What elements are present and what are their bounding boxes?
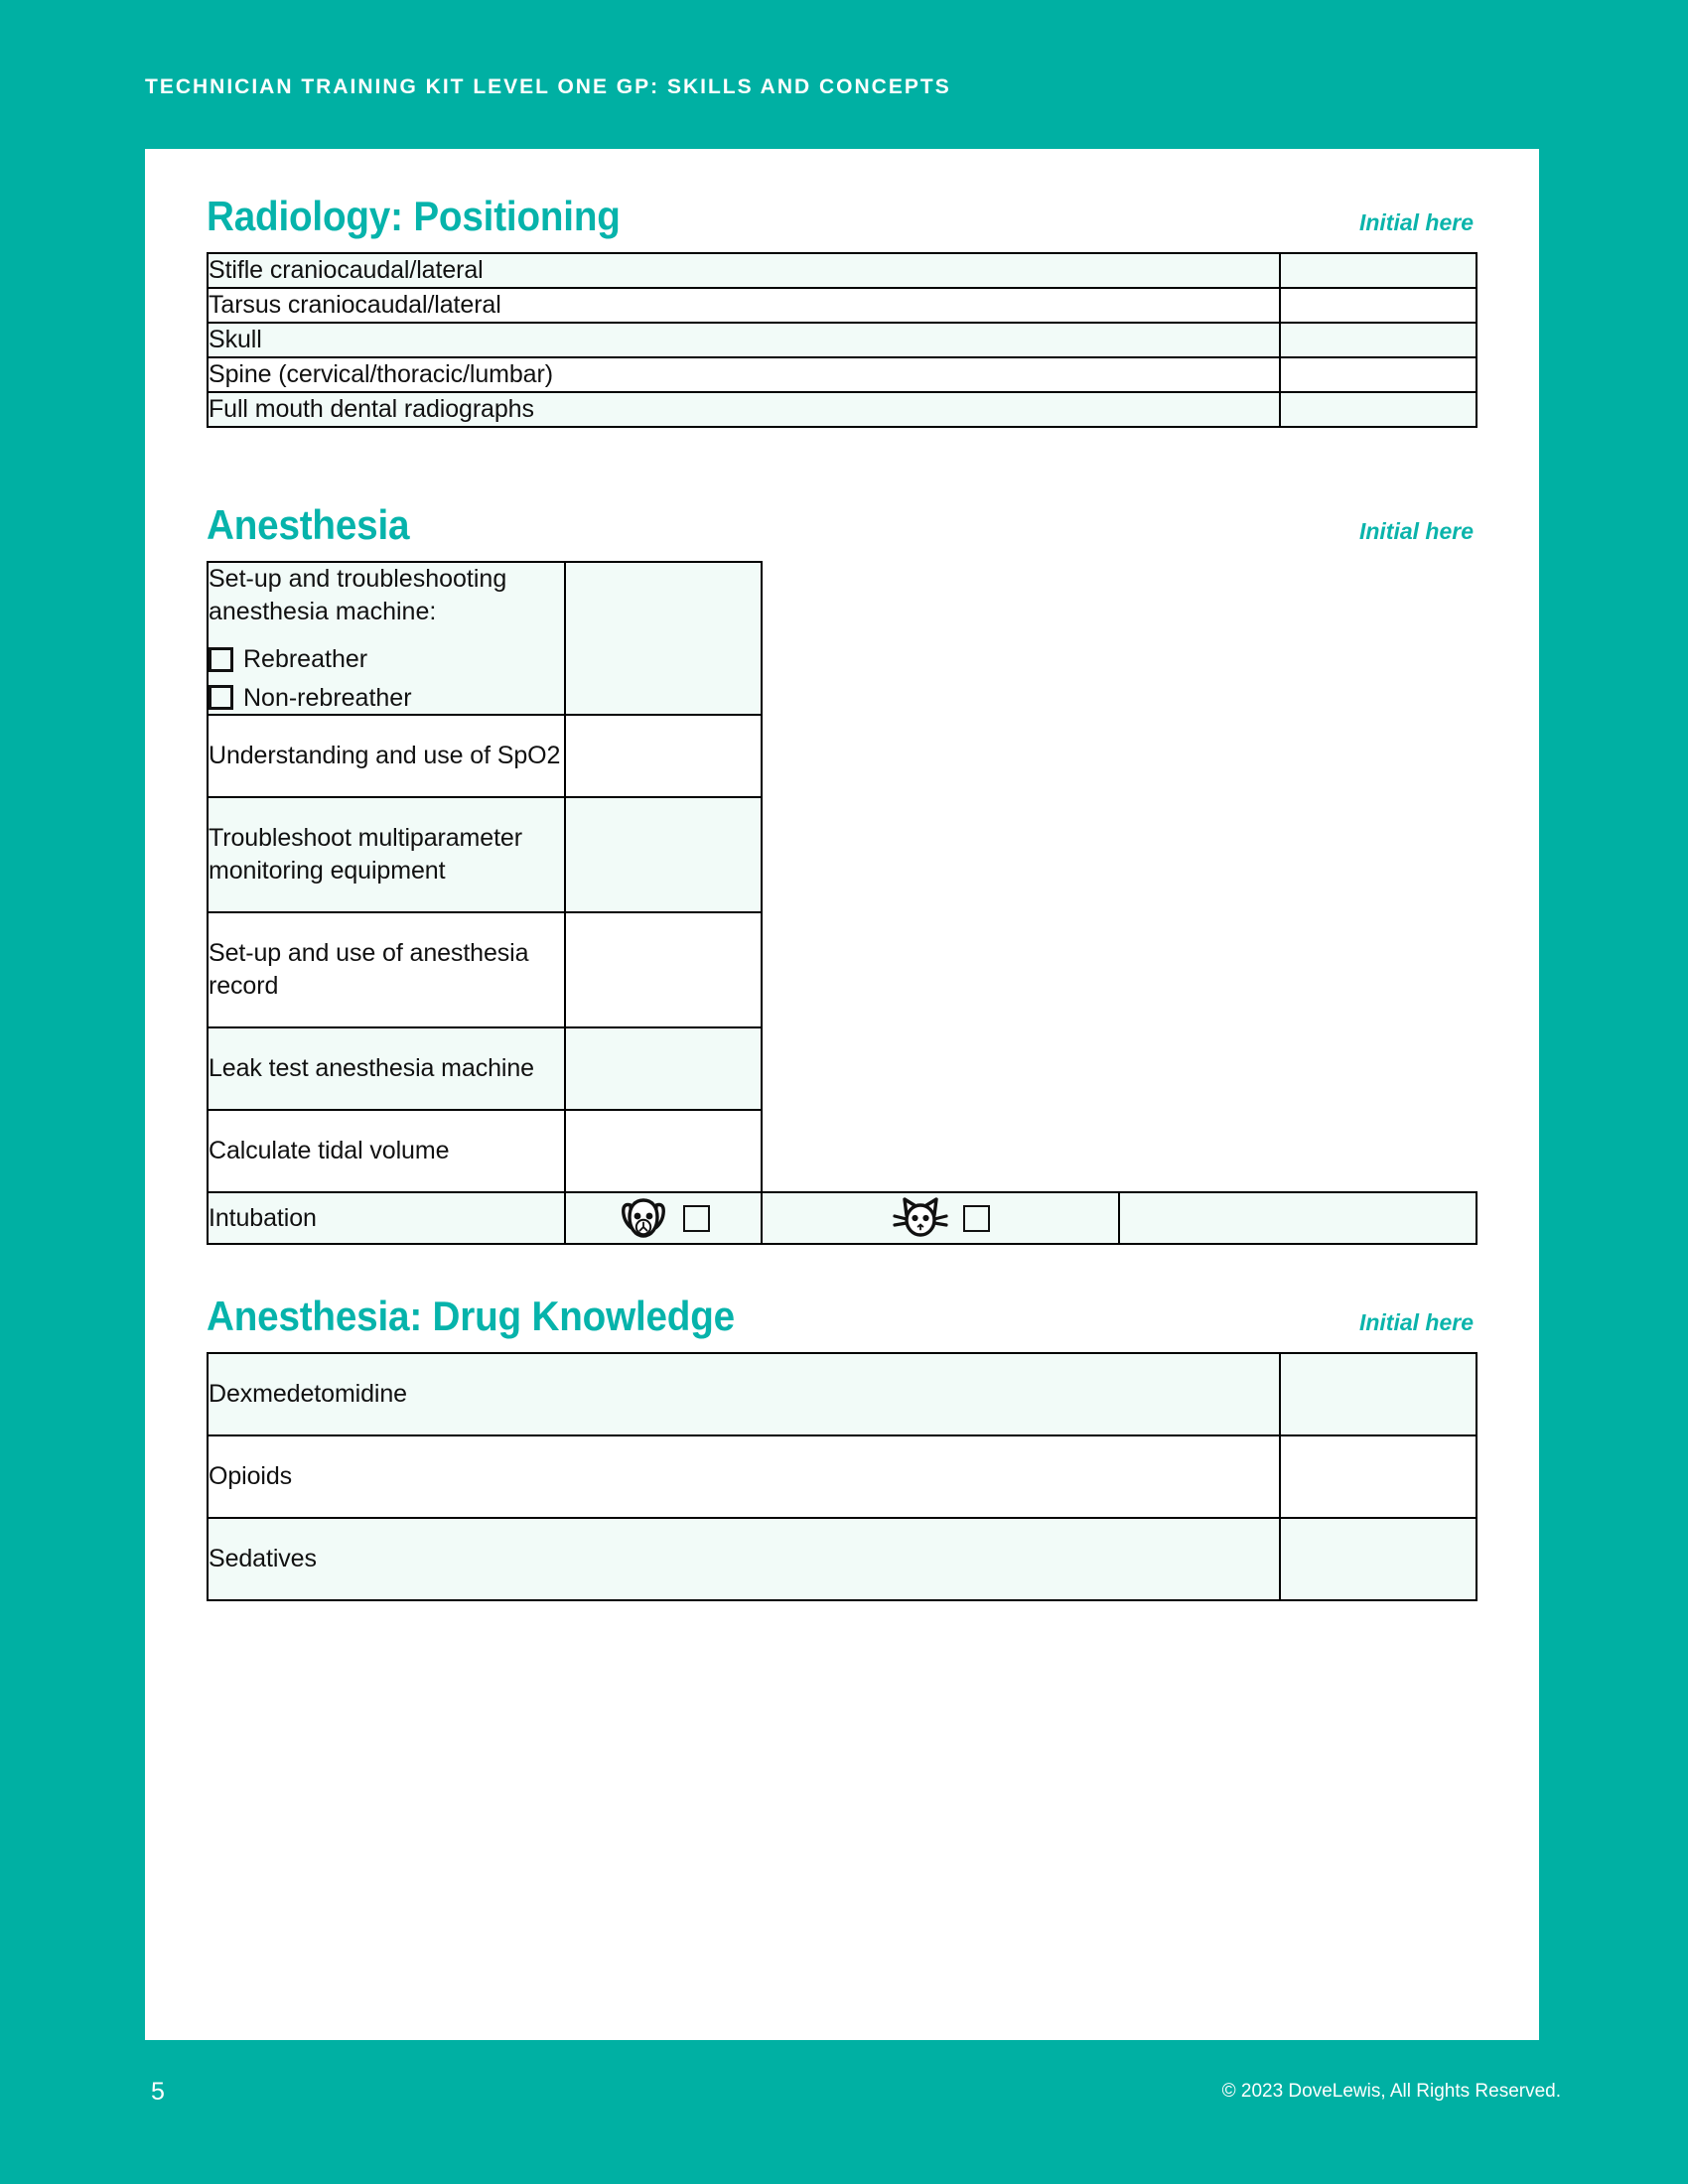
task-label: Sedatives (208, 1518, 1280, 1600)
content-card (145, 149, 1539, 2040)
section-title-radiology: Radiology: Positioning (207, 193, 621, 239)
option-label: Non-rebreather (243, 683, 412, 712)
checklist-table-radiology (207, 252, 1477, 428)
initial-here-label-radiology: Initial here (1358, 209, 1474, 235)
initial-cell[interactable] (1280, 288, 1477, 323)
table-row[interactable] (208, 797, 1477, 912)
initial-here-label-drug-knowledge: Initial here (1358, 1309, 1474, 1336)
table-row[interactable] (208, 1353, 1477, 1435)
table-row[interactable] (208, 912, 1477, 1027)
task-label: Intubation (208, 1192, 565, 1244)
initial-cell[interactable] (565, 1027, 762, 1110)
cat-face-icon (892, 1193, 949, 1243)
checkbox-dog[interactable] (683, 1205, 710, 1232)
task-label: Tarsus craniocaudal/lateral (208, 288, 1280, 323)
task-label: Skull (208, 323, 1280, 357)
species-cell-cat[interactable] (762, 1192, 1119, 1244)
initial-cell[interactable] (565, 797, 762, 912)
checkbox-cat[interactable] (963, 1205, 990, 1232)
task-label: Dexmedetomidine (208, 1353, 1280, 1435)
section-title-anesthesia: Anesthesia (207, 501, 410, 549)
initial-cell[interactable] (565, 912, 762, 1027)
table-row[interactable] (208, 1027, 1477, 1110)
checklist-table-anesthesia (207, 561, 1477, 1245)
anesthesia-machine-cell (208, 562, 565, 715)
table-row[interactable] (208, 357, 1477, 392)
initial-cell[interactable] (565, 715, 762, 797)
initial-cell[interactable] (1280, 253, 1477, 288)
task-label: Understanding and use of SpO2 (208, 715, 565, 797)
section-title-drug-knowledge: Anesthesia: Drug Knowledge (207, 1293, 735, 1340)
table-row[interactable] (208, 392, 1477, 427)
checkbox-rebreather[interactable] (209, 647, 233, 672)
task-label: Set-up and troubleshooting anesthesia machine: (209, 565, 507, 625)
initial-cell[interactable] (1280, 1435, 1477, 1518)
dog-face-icon (618, 1193, 669, 1243)
task-label: Calculate tidal volume (208, 1110, 565, 1192)
table-row[interactable] (208, 1435, 1477, 1518)
table-row[interactable] (208, 562, 1477, 715)
running-header-title: TECHNICIAN TRAINING KIT LEVEL ONE GP: SKILLS AND CONCEPTS (145, 75, 951, 98)
checklist-table-drug-knowledge (207, 1352, 1477, 1601)
task-label: Leak test anesthesia machine (208, 1027, 565, 1110)
section-spacer (207, 428, 1477, 503)
task-label: Full mouth dental radiographs (208, 392, 1280, 427)
section-spacer (207, 1245, 1477, 1295)
initial-cell[interactable] (1280, 357, 1477, 392)
table-row[interactable] (208, 288, 1477, 323)
initial-cell[interactable] (1280, 392, 1477, 427)
initial-cell[interactable] (1280, 1353, 1477, 1435)
section-header-radiology (207, 195, 1477, 238)
option-rebreather[interactable] (209, 643, 564, 676)
checkbox-non-rebreather[interactable] (209, 685, 233, 710)
table-row[interactable] (208, 715, 1477, 797)
initial-cell[interactable] (565, 1110, 762, 1192)
option-non-rebreather[interactable] (209, 682, 564, 715)
table-row[interactable] (208, 1518, 1477, 1600)
table-row[interactable] (208, 1110, 1477, 1192)
footer-page-number: 5 (151, 2078, 165, 2106)
initial-cell[interactable] (1280, 323, 1477, 357)
table-row[interactable] (208, 253, 1477, 288)
table-row-intubation[interactable] (208, 1192, 1477, 1244)
footer-copyright: © 2023 DoveLewis, All Rights Reserved. (1221, 2081, 1561, 2102)
initial-here-label-anesthesia: Initial here (1358, 518, 1474, 545)
initial-cell[interactable] (1280, 1518, 1477, 1600)
task-label: Stifle craniocaudal/lateral (208, 253, 1280, 288)
table-row[interactable] (208, 323, 1477, 357)
task-label: Spine (cervical/thoracic/lumbar) (208, 357, 1280, 392)
section-header-drug-knowledge (207, 1295, 1477, 1338)
task-label: Opioids (208, 1435, 1280, 1518)
section-header-anesthesia (207, 503, 1477, 547)
initial-cell[interactable] (565, 562, 762, 715)
initial-cell[interactable] (1119, 1192, 1477, 1244)
task-label: Set-up and use of anesthesia record (208, 912, 565, 1027)
option-label: Rebreather (243, 645, 368, 674)
task-label: Troubleshoot multiparameter monitoring equipment (208, 797, 565, 912)
species-cell-dog[interactable] (565, 1192, 762, 1244)
